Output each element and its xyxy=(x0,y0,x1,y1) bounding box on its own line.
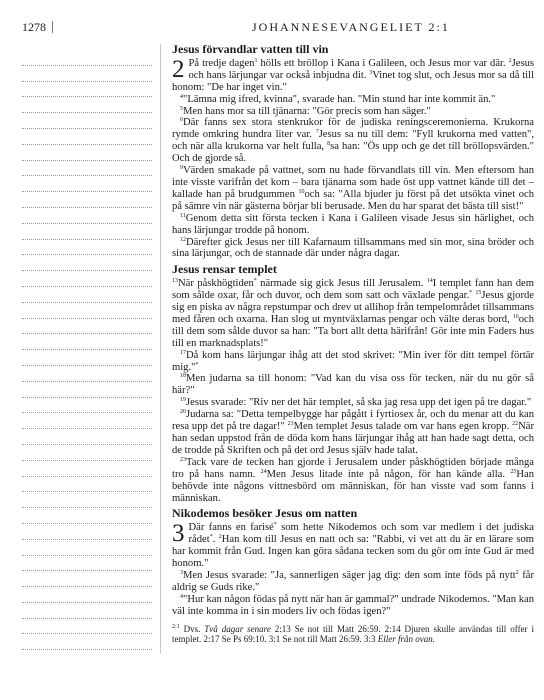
verse-paragraph xyxy=(172,237,534,261)
note-line xyxy=(22,556,152,572)
verse-number: * xyxy=(253,278,257,285)
verse-number: 21 xyxy=(287,421,294,428)
note-line xyxy=(22,287,152,303)
verse-number: 20 xyxy=(180,409,186,416)
verse-paragraph xyxy=(172,457,534,505)
note-line xyxy=(22,97,152,113)
note-line xyxy=(22,66,152,82)
verse-paragraph xyxy=(172,594,534,618)
verse-number: 5 xyxy=(180,105,183,112)
verse-number: 6 xyxy=(180,117,183,124)
verse-number: 18 xyxy=(180,373,186,380)
page-header xyxy=(22,20,532,36)
note-line xyxy=(22,508,152,524)
verse-number: 3 xyxy=(369,69,373,76)
verse-number: 9 xyxy=(180,165,183,172)
note-line xyxy=(22,240,152,256)
footnotes xyxy=(172,624,534,645)
verse-number: 4 xyxy=(180,93,183,100)
verse-paragraph xyxy=(172,278,534,349)
text-run: 2:13 Se not till Matt 26:59. 2:14 Djuren skulle användas till offer i templet. 2:17 Se Ps 69:10. 3:1 Se not till Matt 26:59. 3:3 xyxy=(172,623,534,645)
note-line xyxy=(22,176,152,192)
verse-number: 19 xyxy=(180,397,186,404)
note-line xyxy=(22,571,152,587)
verse-number: 16 xyxy=(512,313,519,320)
verse-number: 22 xyxy=(512,421,519,428)
note-line xyxy=(22,161,152,177)
verse-number: 15 xyxy=(475,290,482,297)
italic-text: Eller från ovan. xyxy=(377,634,436,645)
verse-number: 11 xyxy=(180,212,186,219)
text-run: Där fanns sex stora stenkrukor för de judiska reningsceremonierna. Krukorna rymde omkring hundra liter var. xyxy=(172,117,534,141)
note-line xyxy=(22,461,152,477)
note-line xyxy=(22,192,152,208)
note-line xyxy=(22,477,152,493)
text-run: Han kom till Jesus en natt och sa: "Rabbi, vi vet att du är en lärare som har kommit från Gud. Ingen kan göra sådana tecken som du gör om inte Gud är med honom." xyxy=(172,534,534,570)
text-run: Jesus och hans lärjungar var också inbjudna dit. xyxy=(188,57,534,81)
text-run: och sa: "Alla bjuder ju först på det utsökta vinet och på sämre vin när gästerna börjar bli berusade. Men du har sparat det bästa till sist!" xyxy=(172,188,535,212)
text-run: Men hans mor sa till tjänarna: "Gör precis som han säger." xyxy=(183,105,431,117)
note-line xyxy=(22,540,152,556)
text-run: Dvs. xyxy=(179,623,205,634)
text-run: "Hur kan någon födas på nytt när han är gammal?" undrade Nikodemos. "Man kan väl inte komma in i sin moders liv och födas igen?" xyxy=(172,593,534,617)
text-run: När han sedan uppstod från de döda kom hans lärjungar ihåg att han hade sagt detta, och de trodde på Skriften och på det ord Jesus själv hade talat. xyxy=(172,421,535,456)
text-run: Judarna sa: "Detta tempelbygge har pågått i fyrtiosex år, och du menar att du kan resa upp det på tre dagar!" xyxy=(172,409,534,433)
verse-number: 2 xyxy=(515,569,519,576)
verse-number: 17 xyxy=(180,349,186,356)
note-line xyxy=(22,113,152,129)
text-run: som hette Nikodemos och som var medlem i det judiska rådet xyxy=(188,522,534,546)
verse-number: 2 xyxy=(508,57,512,64)
note-line xyxy=(22,603,152,619)
text-run: Jesus gjorde sig en piska av några repstumpar och drev ut allihop från tempelområdet tillsammans med fåren och oxarna. Han slog ut myntväxlarnas pengar och välte deras bord, xyxy=(172,290,534,325)
section-heading: Nikodemos besöker Jesus om natten xyxy=(172,506,358,521)
text-run: Men judarna sa till honom: "Vad kan du visa oss för tecken, när du nu gör så här?" xyxy=(172,373,534,397)
verse-paragraph xyxy=(172,94,534,106)
verse-number: 25 xyxy=(510,468,517,475)
verse-paragraph xyxy=(172,55,534,94)
verse-paragraph xyxy=(172,350,534,374)
text-run: På tredje dagen xyxy=(188,57,255,69)
text-run: Tack vare de tecken han gjorde i Jerusalem under påskhögtiden började många tro på hans namn. xyxy=(172,456,534,480)
note-line xyxy=(22,382,152,398)
note-line xyxy=(22,398,152,414)
verse-number: 2:1 xyxy=(172,623,180,630)
verse-paragraph xyxy=(172,522,534,570)
verse-number: 24 xyxy=(260,468,267,475)
verse-paragraph xyxy=(172,373,534,397)
verse-paragraph xyxy=(172,106,534,118)
note-line xyxy=(22,619,152,635)
verse-paragraph xyxy=(172,397,534,409)
text-run: I templet fann han dem som sålde oxar, får och duvor, och dem som satt och växlade pengar. xyxy=(172,278,534,302)
note-line xyxy=(22,50,152,66)
text-run: Jesus sa nu till dem: "Fyll krukorna med vatten", och när alla krukorna var helt fulla, xyxy=(172,129,534,153)
verse-number: 10 xyxy=(298,188,305,195)
text-run: Vinet tog slut, och Jesus mor sa då till honom: "De har inget vin." xyxy=(172,69,534,93)
text-run: När påskhögtiden xyxy=(178,278,254,290)
note-line xyxy=(22,271,152,287)
text-run: Men templet Jesus talade om var hans egen kropp. xyxy=(293,421,513,433)
verse-number: 8 xyxy=(327,141,331,148)
verse-paragraph xyxy=(172,409,534,457)
text-run: hölls ett bröllop i Kana i Galileen, och Jesus mor var där. xyxy=(257,57,509,69)
verse-number: 4 xyxy=(180,593,183,600)
text-run: Genom detta sitt första tecken i Kana i Galileen visade Jesus sin härlighet, och hans lärjungar trodde på honom. xyxy=(172,212,534,236)
note-line xyxy=(22,492,152,508)
verse-number: * xyxy=(469,290,473,297)
note-line xyxy=(22,129,152,145)
verse-number: * xyxy=(195,361,199,368)
note-line xyxy=(22,587,152,603)
note-line xyxy=(22,319,152,335)
column-divider xyxy=(160,44,161,654)
note-line xyxy=(22,350,152,366)
verse-paragraph xyxy=(172,570,534,594)
verse-number: * xyxy=(273,522,277,529)
main-text xyxy=(172,40,534,645)
text-run: sa han: "Ös upp och ge det till bröllopsvärden." Och de gjorde så. xyxy=(172,141,534,165)
note-line xyxy=(22,366,152,382)
page-number: 1278 xyxy=(22,20,46,34)
note-line xyxy=(22,82,152,98)
text-run: och till dem som sålde duvor sa han: "Ta bort allt detta härifrån! Gör inte min Faders hus till en marknadsplats!" xyxy=(172,313,534,349)
note-line xyxy=(22,303,152,319)
text-run: Jesus svarade: "Riv ner det här templet, så ska jag resa upp det igen på tre dagar." xyxy=(186,397,532,409)
note-line xyxy=(22,634,152,650)
verse-number: 13 xyxy=(172,278,178,285)
italic-text: Två dagar senare xyxy=(204,623,271,634)
running-head: JOHANNESEVANGELIET 2:1 xyxy=(252,20,450,34)
text-run: närmade sig gick Jesus till Jerusalem. xyxy=(256,278,427,290)
verse-number: 1 xyxy=(254,57,258,64)
verse-paragraph xyxy=(172,165,534,213)
text-run: får aldrig se Guds rike." xyxy=(172,569,535,593)
chapter-number: 3 xyxy=(172,520,185,548)
verse-number: 2 xyxy=(218,534,222,541)
note-line xyxy=(22,524,152,540)
text-run: Då kom hans lärjungar ihåg att det stod skrivet: "Min iver för ditt tempel förtär mig." xyxy=(172,349,534,373)
section-heading: Jesus rensar templet xyxy=(172,262,277,277)
chapter-number: 2 xyxy=(172,55,185,83)
text-run: Värden smakade på vattnet, som nu hade förvandlats till vin. Men eftersom han inte visste varifrån det kom – bara tjänarna som hade öst upp vattnet kände till det – kallade han på brudgummen xyxy=(172,165,534,200)
text-run: "Lämna mig ifred, kvinna", svarade han. "Min stund har inte kommit än." xyxy=(183,93,496,105)
verse-number: 14 xyxy=(426,278,433,285)
text-run: . xyxy=(212,534,219,546)
verse-paragraph xyxy=(172,117,534,165)
section-heading: Jesus förvandlar vatten till vin xyxy=(172,42,329,56)
note-line xyxy=(22,208,152,224)
verse-number: 12 xyxy=(180,236,186,243)
note-line xyxy=(22,334,152,350)
note-line xyxy=(22,413,152,429)
verse-number: 3 xyxy=(180,569,183,576)
text-run: Där fanns en farisé xyxy=(188,522,274,534)
footnote xyxy=(172,624,534,645)
verse-paragraph xyxy=(172,213,534,237)
text-run: Men Jesus litade inte på någon, för han kände alla. xyxy=(266,468,511,480)
header-divider xyxy=(52,21,53,33)
text-run: Men Jesus svarade: "Ja, sannerligen säger jag dig: den som inte föds på nytt xyxy=(183,569,516,581)
text-run: Han behövde inte någons vittnesbörd om människan, för han visste vad som fanns i människan. xyxy=(172,468,535,504)
verse-number: 23 xyxy=(180,456,186,463)
note-line xyxy=(22,445,152,461)
note-line xyxy=(22,429,152,445)
note-line xyxy=(22,145,152,161)
verse-number: * xyxy=(209,534,213,541)
note-line xyxy=(22,255,152,271)
note-line xyxy=(22,224,152,240)
text-run: Därefter gick Jesus ner till Kafarnaum tillsammans med sin mor, sina bröder och sina lärjungar, och de stannade där under några dagar. xyxy=(172,236,534,260)
verse-number: 7 xyxy=(315,129,319,136)
note-lines xyxy=(22,50,152,650)
